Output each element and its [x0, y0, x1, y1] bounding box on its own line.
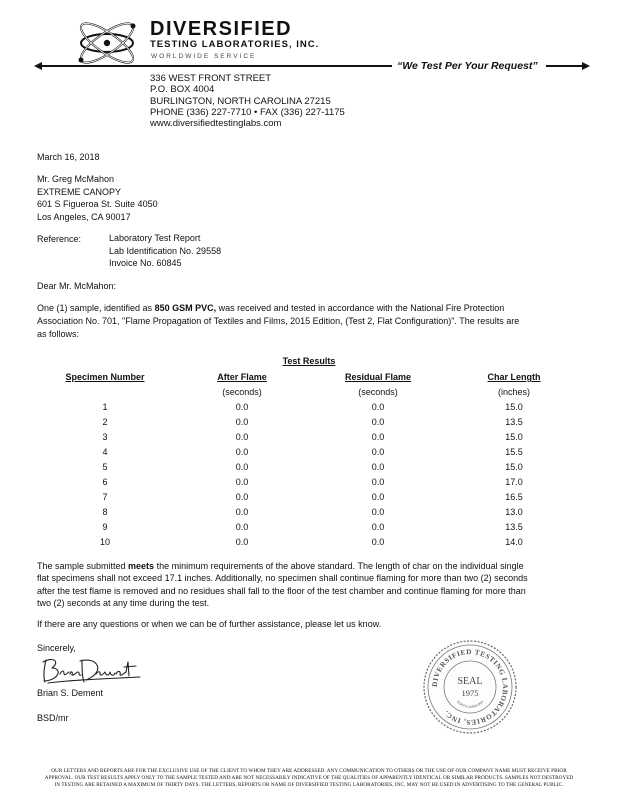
intro-paragraph: [37, 302, 519, 340]
table-row: [0, 432, 618, 446]
residual-flame-value: 0.0: [371, 492, 385, 502]
questions-note: If there are any questions or when we can be of further assistance, please let us know.: [37, 619, 382, 629]
intro-text: One (1) sample, identified as: [37, 303, 155, 313]
char-length-value: 13.0: [505, 507, 523, 517]
table-title: Test Results: [282, 356, 336, 366]
column-unit: (seconds): [222, 387, 262, 397]
reference-line: Lab Identification No. 29558: [109, 245, 222, 256]
conclusion-line: two (2) seconds at any time during the test.: [37, 598, 210, 609]
company-address: [150, 73, 345, 129]
char-length-value: 13.5: [505, 417, 523, 427]
reference-line: Laboratory Test Report: [109, 233, 201, 243]
specimen-number: 8: [102, 507, 108, 517]
arrow-left-icon: [34, 62, 42, 70]
result-verdict: meets: [128, 561, 155, 571]
specimen-number: 10: [99, 537, 110, 547]
specimen-number: 7: [102, 492, 108, 502]
char-length-value: 16.5: [505, 492, 523, 502]
specimen-number: 3: [102, 432, 108, 442]
table-row: [0, 507, 618, 521]
seal-ring-text: DIVERSIFIED TESTING LABORATORIES, INC.: [430, 647, 510, 727]
after-flame-value: 0.0: [235, 432, 249, 442]
table-header-row: [0, 372, 618, 386]
column-header: Char Length: [487, 372, 541, 382]
disclaimer-line: OUR LETTERS AND REPORTS ARE FOR THE EXCLUSIVE USE OF THE CLIENT TO WHOM THEY ARE ADDRESSED. ANY COMMUNICATION TO OTHERS OR THE USE OF OUR COMPANY NAME MUST RECEIVE PRIOR: [51, 768, 567, 774]
after-flame-value: 0.0: [235, 537, 249, 547]
residual-flame-value: 0.0: [371, 477, 385, 487]
after-flame-value: 0.0: [235, 447, 249, 457]
conclusion-paragraph: [37, 560, 528, 610]
address-line: PHONE (336) 227-7710 • FAX (336) 227-1175: [150, 106, 345, 118]
after-flame-value: 0.0: [235, 507, 249, 517]
typist-initials: BSD/mr: [37, 713, 69, 723]
char-length-value: 15.0: [505, 432, 523, 442]
specimen-number: 2: [102, 417, 108, 427]
residual-flame-value: 0.0: [371, 447, 385, 457]
specimen-number: 1: [102, 402, 108, 412]
char-length-value: 17.0: [505, 477, 523, 487]
reference-label: Reference:: [37, 234, 82, 244]
char-length-value: 15.5: [505, 447, 523, 457]
table-row: [0, 492, 618, 506]
after-flame-value: 0.0: [235, 462, 249, 472]
after-flame-value: 0.0: [235, 492, 249, 502]
reference-line: Invoice No. 60845: [109, 258, 182, 269]
table-row: [0, 522, 618, 536]
intro-text: was received and tested in accordance with the National Fire Protection: [216, 303, 505, 313]
seal-center-text: SEAL: [457, 676, 483, 687]
table-row: [0, 537, 618, 551]
sample-id: 850 GSM PVC,: [154, 303, 217, 313]
legal-disclaimer: [4, 768, 614, 789]
address-line: 336 WEST FRONT STREET: [150, 73, 272, 84]
char-length-value: 14.0: [505, 537, 523, 547]
signature-image: [40, 654, 144, 686]
recipient-line: EXTREME CANOPY: [37, 186, 122, 197]
closing: Sincerely,: [37, 643, 76, 653]
table-row: [0, 477, 618, 491]
intro-line: as follows:: [37, 328, 80, 339]
recipient-line: Mr. Greg McMahon: [37, 174, 115, 184]
atom-logo-icon: [72, 14, 142, 72]
recipient-address: [37, 173, 158, 223]
after-flame-value: 0.0: [235, 477, 249, 487]
disclaimer-line: APPROVAL. OUR TEST RESULTS APPLY ONLY TO THE SAMPLE TESTED AND ARE NOT NECESSARILY INDICATIVE OF THE QUALITIES OF APPARENTLY IDENTICAL OR SIMILAR PRODUCTS. SAMPLES NOT DESTROYED: [44, 775, 574, 781]
residual-flame-value: 0.0: [371, 522, 385, 532]
char-length-value: 13.5: [505, 522, 523, 532]
table-row: [0, 462, 618, 476]
conclusion-line: flat specimens shall not exceed 17.1 inches. Additionally, no specimen shall continue flaming for more than two (2) seconds: [37, 573, 528, 584]
salutation: Dear Mr. McMahon:: [37, 281, 117, 291]
specimen-number: 9: [102, 522, 108, 532]
column-unit: (inches): [497, 387, 530, 397]
conclusion-line: [37, 560, 528, 572]
recipient-line: 601 S Figueroa St. Suite 4050: [37, 199, 158, 210]
letterhead-rule-right: [546, 65, 582, 67]
company-name: DIVERSIFIED: [150, 18, 293, 40]
char-length-value: 15.0: [505, 402, 523, 412]
residual-flame-value: 0.0: [371, 537, 385, 547]
conclusion-text: the minimum requirements of the above standard. The length of char on the individual single: [154, 561, 524, 571]
residual-flame-value: 0.0: [371, 507, 385, 517]
company-website[interactable]: www.diversifiedtestinglabs.com: [150, 118, 282, 130]
residual-flame-value: 0.0: [371, 402, 385, 412]
company-slogan: “We Test Per Your Request”: [397, 60, 538, 72]
column-header: Residual Flame: [344, 372, 412, 382]
after-flame-value: 0.0: [235, 522, 249, 532]
company-tagline: WORLDWIDE SERVICE: [151, 53, 257, 60]
column-header: Specimen Number: [65, 372, 145, 382]
column-unit: (seconds): [358, 387, 398, 397]
arrow-right-icon: [582, 62, 590, 70]
letter-date: March 16, 2018: [37, 152, 100, 162]
char-length-value: 15.0: [505, 462, 523, 472]
specimen-number: 5: [102, 462, 108, 472]
column-header: After Flame: [217, 372, 267, 382]
after-flame-value: 0.0: [235, 417, 249, 427]
residual-flame-value: 0.0: [371, 417, 385, 427]
address-line: BURLINGTON, NORTH CAROLINA 27215: [150, 95, 331, 107]
table-units-row: [0, 387, 618, 401]
specimen-number: 6: [102, 477, 108, 487]
recipient-line: Los Angeles, CA 90017: [37, 211, 131, 222]
conclusion-line: after the test flame is removed and no residues shall fall to the floor of the test chamber and continue flaming for more than: [37, 585, 526, 596]
after-flame-value: 0.0: [235, 402, 249, 412]
company-seal: [421, 638, 519, 736]
disclaimer-line: IN TESTING ARE RETAINED A MAXIMUM OF THIRTY DAYS. THE LETTERS, REPORTS OR NAME OF DIVERSIFIED TESTING LABORATORIES, INC. MAY NOT BE USED IN ADVERTISING TO THE GENERAL PUBLIC.: [54, 782, 564, 788]
reference-block: [109, 232, 221, 270]
residual-flame-value: 0.0: [371, 432, 385, 442]
table-row: [0, 447, 618, 461]
address-line: P.O. BOX 4004: [150, 84, 215, 96]
table-row: [0, 417, 618, 431]
company-subname: TESTING LABORATORIES, INC.: [150, 39, 320, 50]
signatory-name: Brian S. Dement: [37, 688, 104, 698]
residual-flame-value: 0.0: [371, 462, 385, 472]
seal-year: 1975: [461, 688, 479, 698]
intro-line: Association No. 701, "Flame Propagation of Textiles and Films, 2015 Edition, (Test 2, Flat Configuration)". The results are: [37, 315, 520, 326]
specimen-number: 4: [102, 447, 108, 457]
intro-line: [37, 302, 519, 315]
table-row: [0, 402, 618, 416]
letterhead-rule-left: [40, 65, 392, 67]
conclusion-text: The sample submitted: [37, 561, 129, 571]
seal-state: NORTH CAROLINA: [455, 699, 485, 710]
